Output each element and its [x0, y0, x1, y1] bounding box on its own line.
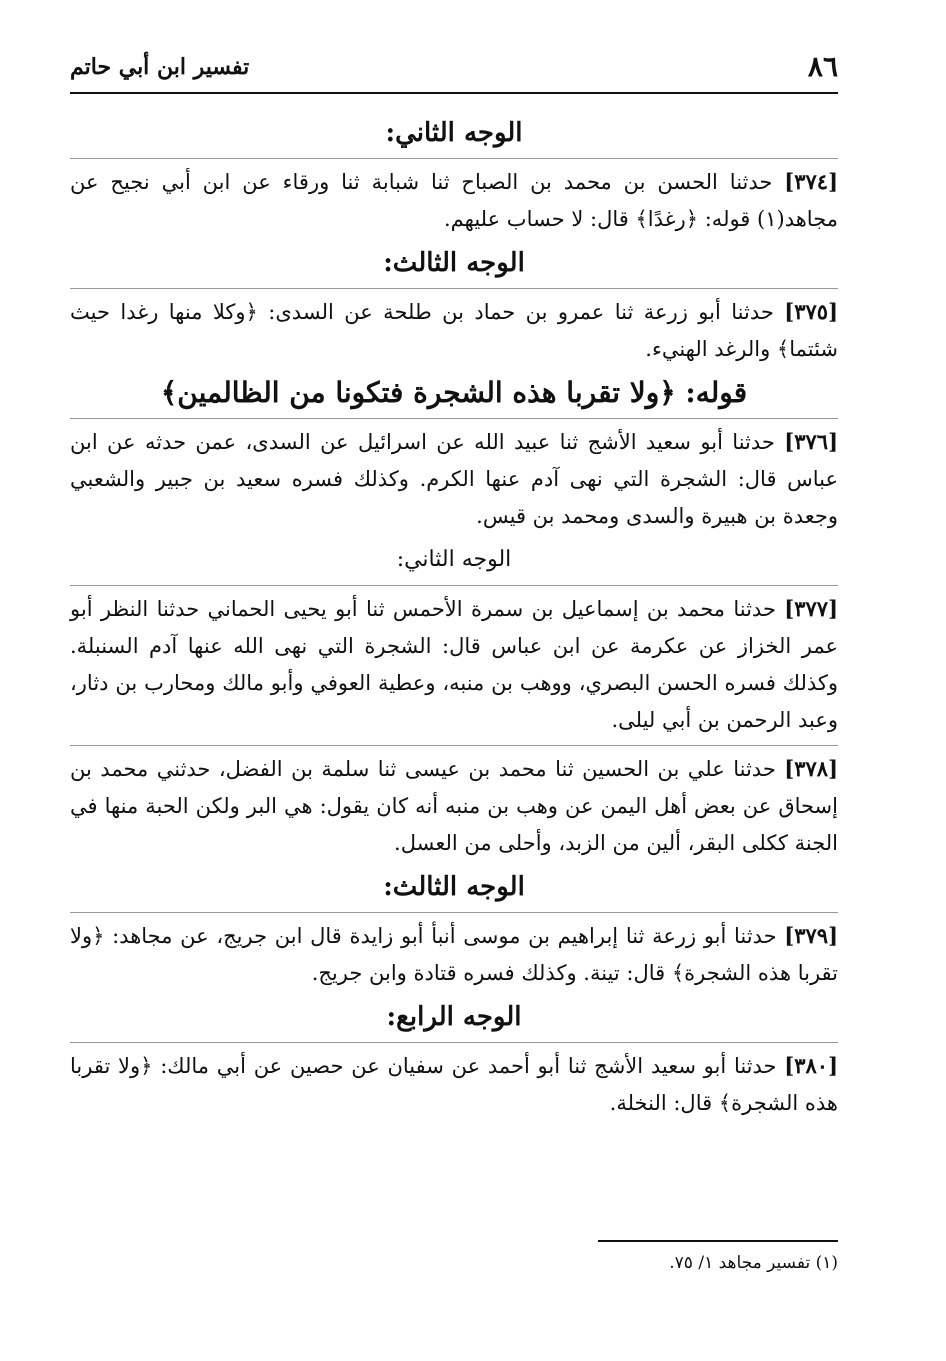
- narration-text: حدثنا أبو سعيد الأشج ثنا أبو أحمد عن سفيان عن حصين عن أبي مالك: ﴿ولا تقربا هذه الشجرة﴾ قال: النخلة.: [70, 1054, 838, 1115]
- narration-paragraph: [70, 912, 838, 992]
- narration-number: [٣٧٦]: [784, 429, 838, 454]
- narration-paragraph: [70, 745, 838, 862]
- narration-paragraph: [70, 158, 838, 238]
- section-heading: قوله: ﴿ولا تقربا هذه الشجرة فتكونا من الظالمين﴾: [160, 376, 748, 409]
- footnote: (١) تفسير مجاهد ١/ ٧٥.: [669, 1253, 838, 1273]
- section-heading: الوجه الثالث:: [383, 872, 525, 902]
- narration-text: حدثنا الحسن بن محمد بن الصباح ثنا شبابة ثنا ورقاء عن ابن أبي نجيح عن مجاهد(١) قوله: ﴿رغدًا﴾ قال: لا حساب عليهم.: [70, 170, 838, 231]
- narration-number: [٣٧٨]: [784, 756, 838, 781]
- narration-paragraph: [70, 1042, 838, 1122]
- footnotes: [70, 1240, 838, 1278]
- section-heading: الوجه الثاني:: [385, 118, 523, 148]
- narration-number: [٣٧٥]: [784, 299, 838, 324]
- section-heading: الوجه الثاني:: [396, 547, 512, 572]
- narration-text: حدثنا علي بن الحسين ثنا محمد بن عيسى ثنا سلمة بن الفضل، حدثني محمد بن إسحاق عن بعض أهل اليمن عن وهب بن منبه أنه كان يقول: هي البر ولكن الحبة منها في الجنة ككلى البقر، ألين من الزبد، وأحلى من العسل.: [70, 757, 838, 855]
- narration-text: حدثنا أبو زرعة ثنا إبراهيم بن موسى أنبأ أبو زايدة قال ابن جريج، عن مجاهد: ﴿ولا تقربا هذه الشجرة﴾ قال: تينة. وكذلك فسره قتادة وابن جريج.: [70, 924, 838, 985]
- narration-text: حدثنا أبو سعيد الأشج ثنا عبيد الله عن اسرائيل عن السدى، عمن حدثه عن ابن عباس قال: الشجرة التي نهى آدم عنها الكرم. وكذلك فسره سعيد بن جبير والشعبي وجعدة بن هبيرة والسدى ومحمد بن قيس.: [70, 430, 838, 528]
- footnote-divider: [598, 1240, 838, 1242]
- narration-paragraph: [70, 288, 838, 368]
- narration-number: [٣٧٤]: [784, 169, 838, 194]
- narration-number: [٣٧٧]: [784, 596, 838, 621]
- narration-paragraph: [70, 418, 838, 535]
- page-number: ٨٦: [807, 50, 838, 83]
- section-heading: الوجه الرابع:: [386, 1002, 522, 1032]
- page-body: [70, 112, 838, 1128]
- narration-number: [٣٧٩]: [784, 923, 838, 948]
- narration-text: حدثنا محمد بن إسماعيل بن سمرة الأحمس ثنا أبو يحيى الحماني حدثنا النظر أبو عمر الخزاز عن عكرمة عن ابن عباس قال: الشجرة التي نهى الله عنها آدم السنبلة. وكذلك فسره الحسن البصري، ووهب بن منبه، وعطية العوفي وأبو مالك ومحارب بن دثار، وعبد الرحمن بن أبي ليلى.: [70, 597, 838, 732]
- section-heading: الوجه الثالث:: [383, 248, 525, 278]
- page-header: [70, 48, 838, 94]
- book-title: تفسير ابن أبي حاتم: [70, 54, 250, 80]
- narration-number: [٣٨٠]: [784, 1053, 838, 1078]
- narration-paragraph: [70, 585, 838, 739]
- narration-text: حدثنا أبو زرعة ثنا عمرو بن حماد بن طلحة عن السدى: ﴿وكلا منها رغدا حيث شئتما﴾ والرغد الهنيء.: [70, 300, 838, 361]
